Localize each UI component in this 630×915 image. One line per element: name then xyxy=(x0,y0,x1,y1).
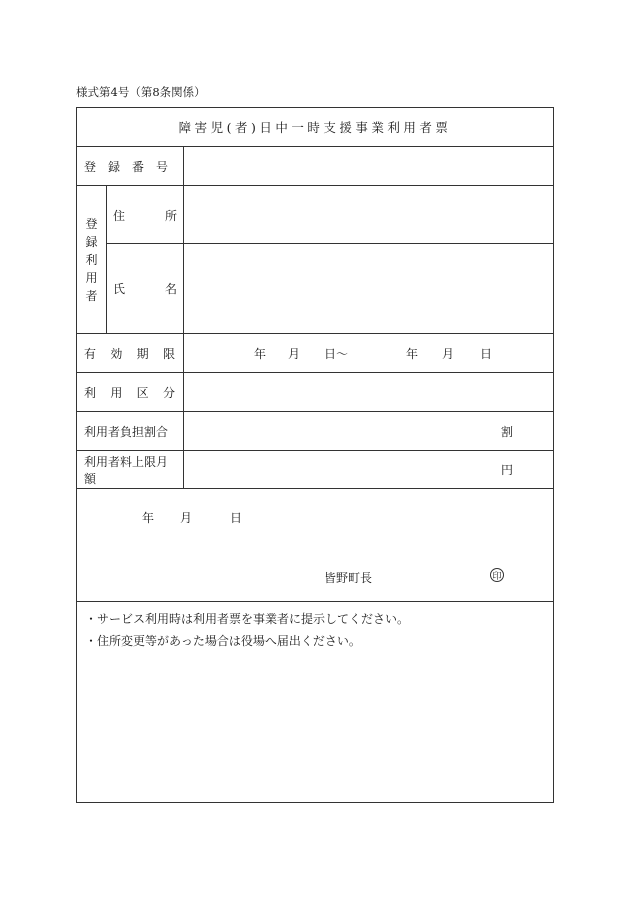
usage-category-field[interactable] xyxy=(184,373,553,411)
burden-ratio-field[interactable] xyxy=(184,412,553,450)
note-item: ・住所変更等があった場合は役場へ届出ください。 xyxy=(85,634,361,648)
user-card-form xyxy=(76,107,554,803)
validity-end-month: 月 xyxy=(442,346,455,361)
issuer-name: 皆野町長 xyxy=(324,571,373,585)
name-label: 氏 名 xyxy=(107,243,184,334)
note-item: ・サービス利用時は利用者票を事業者に提示してください。 xyxy=(85,612,410,626)
validity-start-day: 日〜 xyxy=(324,346,349,361)
address-label: 住 所 xyxy=(107,186,184,243)
validity-label: 有 効 期 限 xyxy=(77,334,184,372)
burden-ratio-row xyxy=(77,412,553,451)
validity-end-day: 日 xyxy=(480,346,493,361)
address-field[interactable] xyxy=(184,186,553,243)
issue-section xyxy=(77,489,553,602)
registration-number-label: 登 録 番 号 xyxy=(77,147,184,185)
registered-user-label: 登 録 利 用 者 xyxy=(77,186,107,333)
name-field[interactable] xyxy=(184,243,553,334)
notes-section xyxy=(85,608,409,652)
usage-category-label: 利 用 区 分 xyxy=(77,373,184,411)
burden-ratio-unit: 割 xyxy=(500,424,513,439)
burden-ratio-label: 利用者負担割合 xyxy=(77,412,184,450)
validity-start-month: 月 xyxy=(288,346,301,361)
monthly-limit-unit: 円 xyxy=(500,463,513,477)
seal-mark: 印 xyxy=(490,568,504,582)
validity-field[interactable] xyxy=(184,334,553,372)
usage-category-row xyxy=(77,373,553,412)
registered-user-block xyxy=(77,186,553,334)
form-title: 障害児(者)日中一時支援事業利用者票 xyxy=(178,120,452,135)
form-title-row xyxy=(77,108,553,147)
monthly-limit-row xyxy=(77,451,553,489)
validity-row xyxy=(77,334,553,373)
monthly-limit-field[interactable] xyxy=(184,451,553,488)
registration-number-field[interactable] xyxy=(184,147,553,185)
monthly-limit-label: 利用者料上限月額 xyxy=(77,451,184,488)
registration-number-row xyxy=(77,147,553,186)
validity-end-year: 年 xyxy=(406,346,419,361)
validity-start-year: 年 xyxy=(254,346,267,361)
form-number-label: 様式第4号（第8条関係） xyxy=(76,85,206,99)
issue-date: 年 月 日 xyxy=(142,511,243,525)
